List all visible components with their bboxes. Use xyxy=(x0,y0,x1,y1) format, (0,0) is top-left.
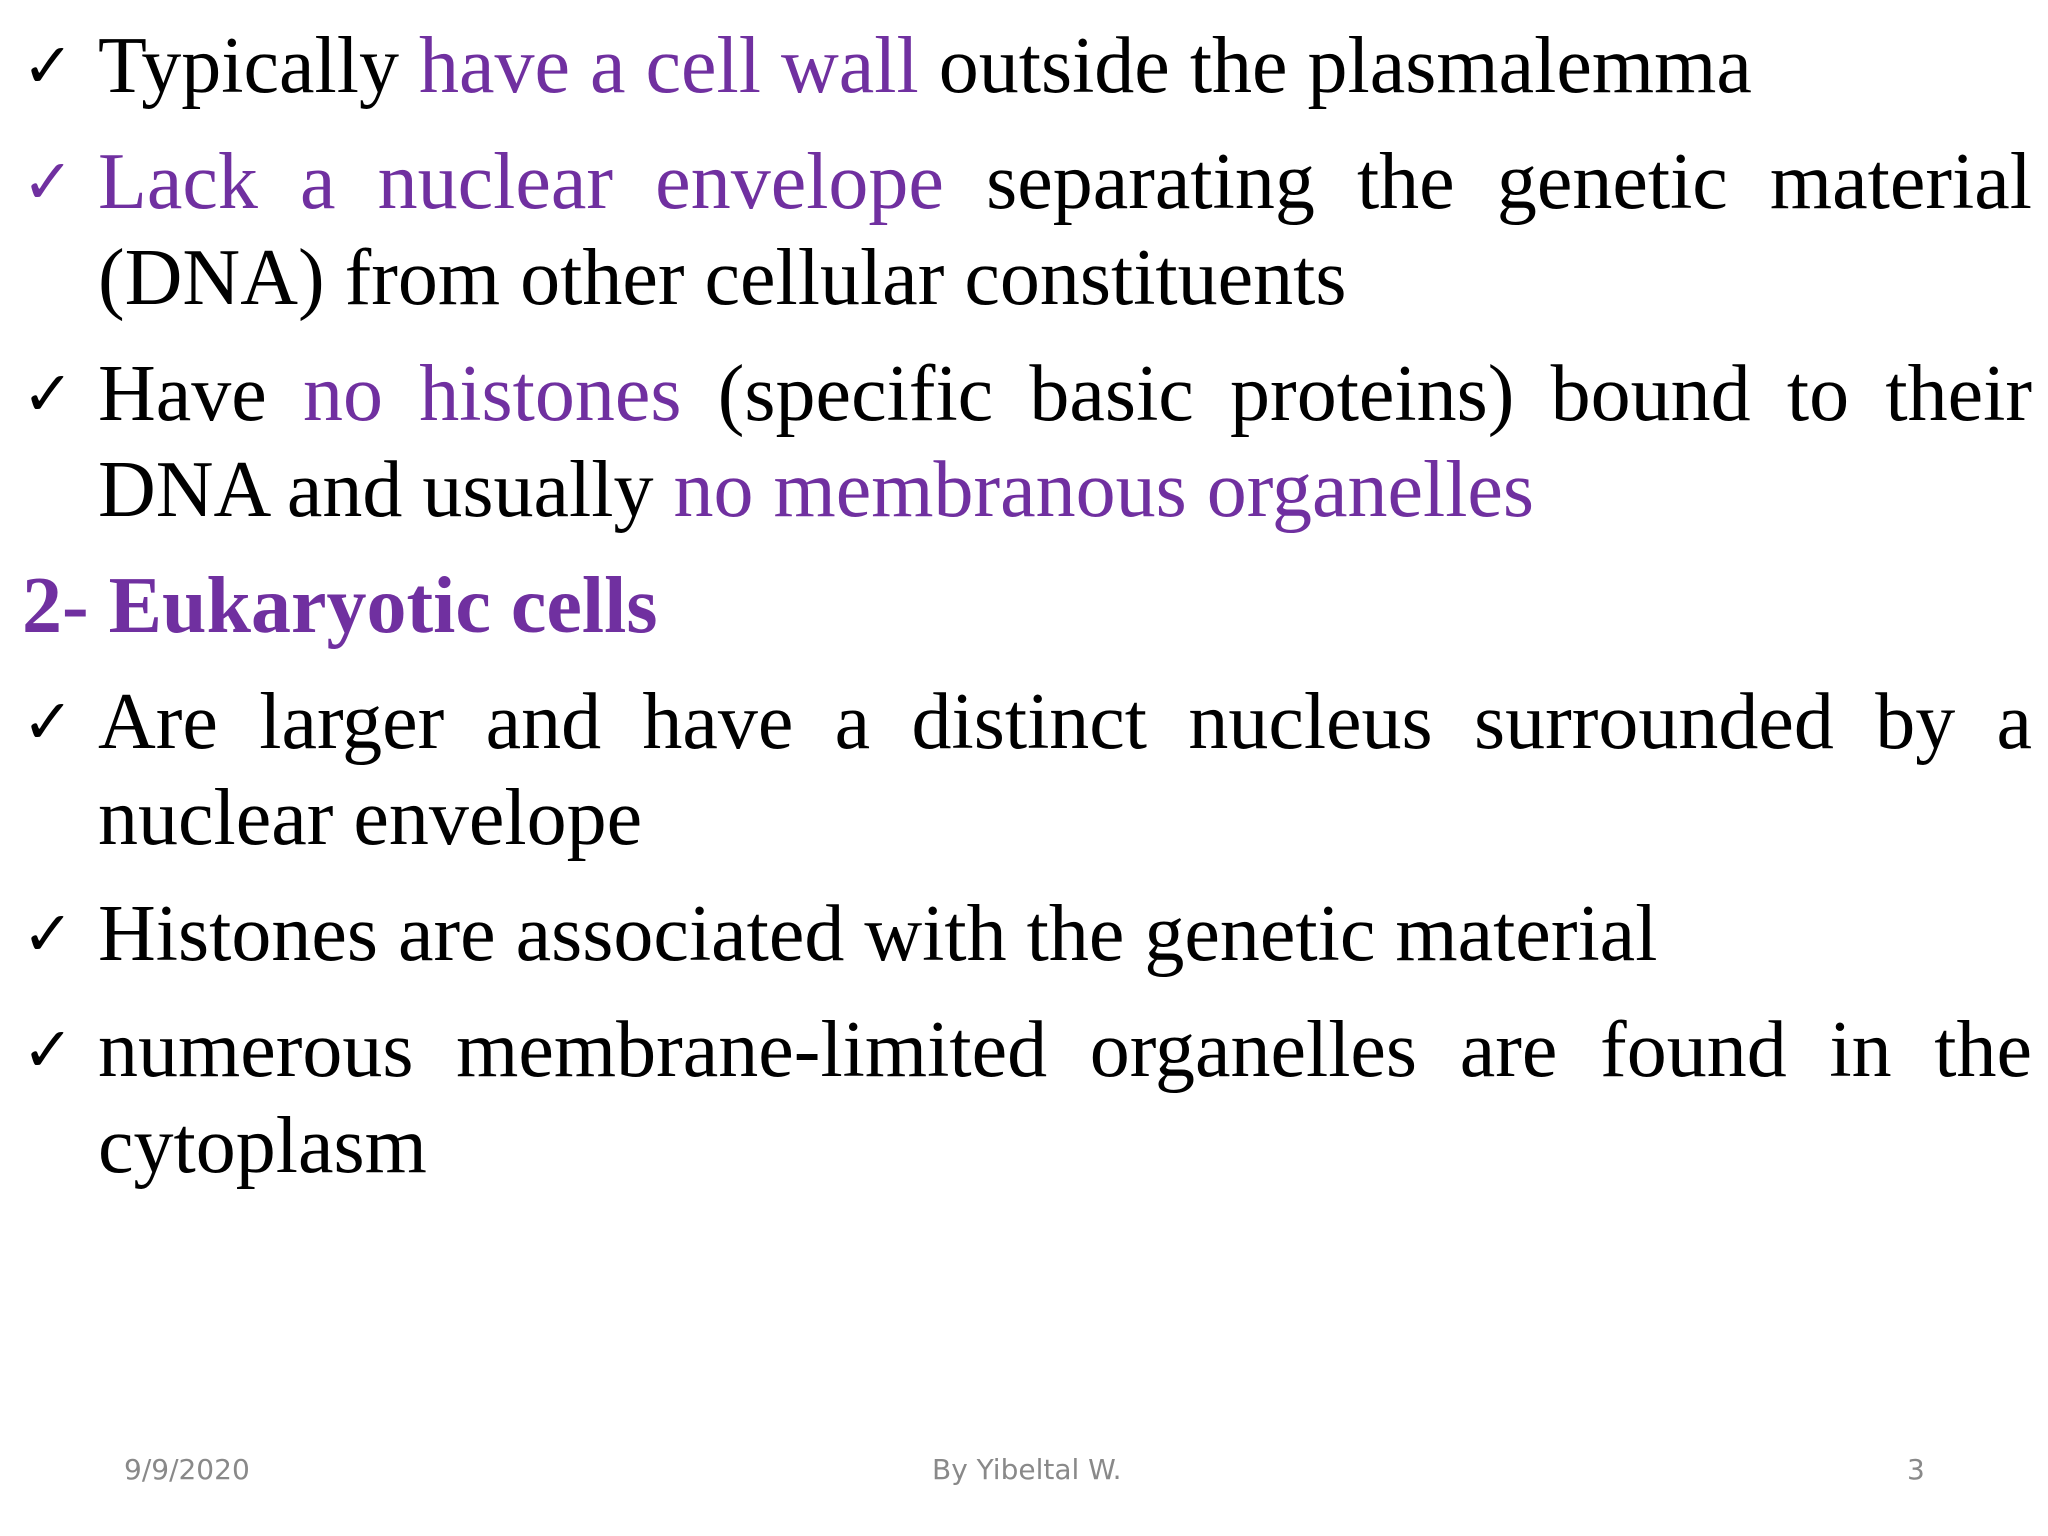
bullet-text: numerous membrane-limited organelles are found in the cytoplasm xyxy=(98,1006,2032,1190)
bullet-text: outside the plasmalemma xyxy=(918,22,1752,110)
highlight-text: no membranous organelles xyxy=(673,446,1535,534)
bullet-text: Histones are associated with the genetic material xyxy=(98,890,1658,978)
highlight-text: no histones xyxy=(303,350,682,438)
slide-body xyxy=(22,18,2032,1194)
bullet-text: Have xyxy=(98,350,304,438)
check-mark-icon: ✓ xyxy=(22,29,74,102)
bullet-text: Typically xyxy=(98,22,419,110)
bullet-text: Are larger and have a distinct nucleus surrounded by a nuclear envelope xyxy=(98,678,2032,862)
footer-page-number: 3 xyxy=(1907,1453,1925,1486)
highlight-text: have a cell wall xyxy=(418,22,919,110)
bullet-text: (specific basic proteins) bound to their DNA and usually xyxy=(98,350,2032,534)
check-mark-icon: ✓ xyxy=(22,897,74,970)
highlight-text: Lack a nuclear envelope xyxy=(98,138,944,226)
check-mark-icon: ✓ xyxy=(22,685,74,758)
bullet-text: separating the genetic material (DNA) from other cellular constituents xyxy=(98,138,2033,322)
check-mark-icon: ✓ xyxy=(22,1013,74,1086)
bullet-histones-associated xyxy=(22,886,2032,982)
bullet-organelles xyxy=(22,1002,2032,1194)
check-mark-icon: ✓ xyxy=(22,357,74,430)
check-mark-icon: ✓ xyxy=(22,145,74,218)
bullet-cell-wall xyxy=(22,18,2032,114)
bullet-histones xyxy=(22,346,2032,538)
bullet-larger-nucleus xyxy=(22,674,2032,866)
bullet-nuclear-envelope xyxy=(22,134,2032,326)
footer-date: 9/9/2020 xyxy=(124,1453,250,1486)
footer-author: By Yibeltal W. xyxy=(932,1453,1122,1486)
section-heading: 2- Eukaryotic cells xyxy=(22,562,658,650)
